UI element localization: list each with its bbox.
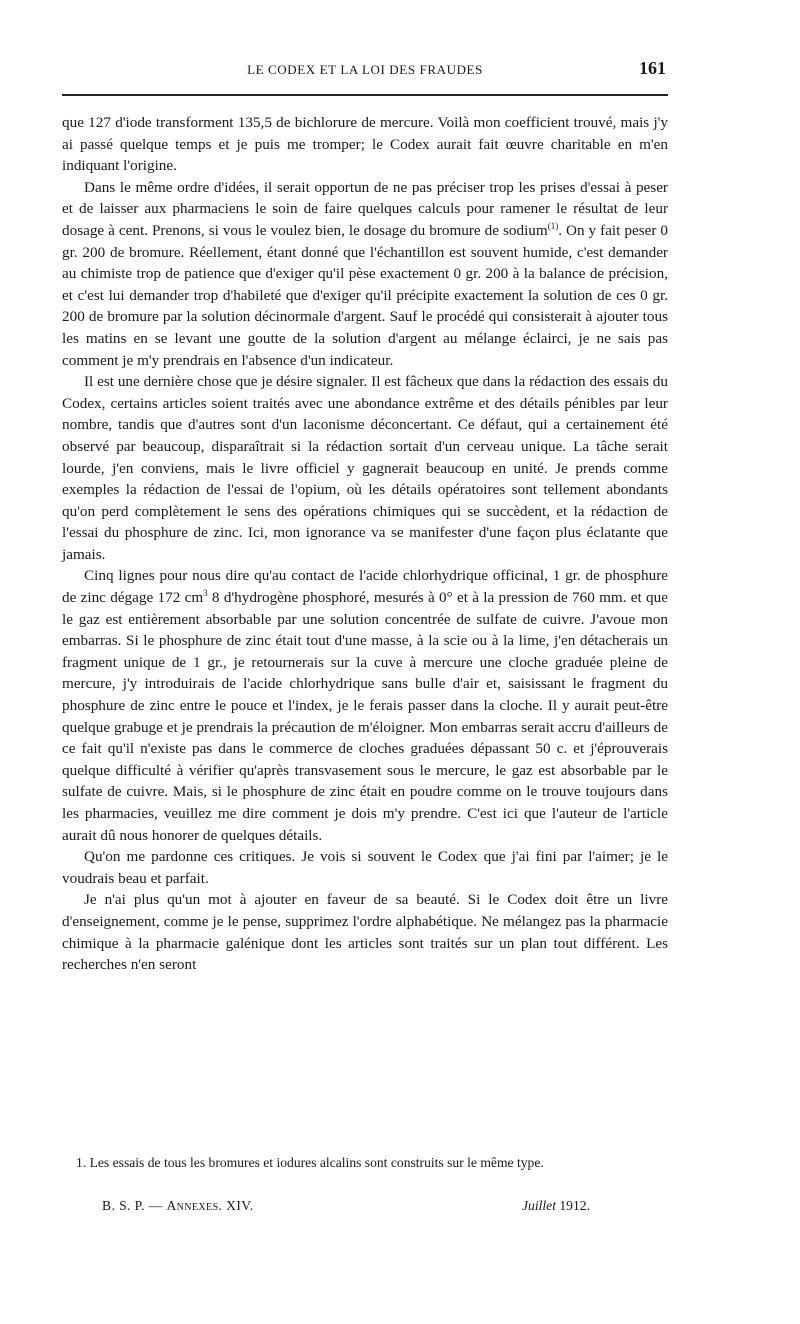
paragraph-4-end: 8 d'hydrogène phosphoré, mesurés à 0° et à la pression de 760 mm. et que le gaz est entièrement absorbable par une solution concentrée de sulfate de cuivre. J'avoue mon embarras. Si le phosphure de zinc était tout d'une masse, à la scie ou à la lime, j'en détacherais un fragment unique de 1 gr., je retournerais sur la cuve à mercure une cloche graduée pleine de mercure, j'y introduirais de l'acide chlorhydrique sans bulle d'air et, saisissant le fragment du phosphure de zinc entre le pouce et l'index, je le ferais passer dans la cloche. Il y aurait peut-être quelque grabuge et je prendrais la précaution de m'éloigner. Mon embarras serait accru d'ailleurs de ce fait qu'il n'existe pas dans le commerce de cloches graduées dépassant 50 c. et j'éprouverais quelque difficulté à vérifier qu'après transvasement sous le mercure, le gaz est absorbable par le sulfate de cuivre. Mais, si le phosphure de zinc était en poudre comme on le trouve toujours dans les pharmacies, veuillez me dire comment je dois m'y prendre. C'est ici que l'auteur de l'article aurait dû nous honorer de quelques détails. [62,589,668,844]
paragraph-6: Je n'ai plus qu'un mot à ajouter en faveur de sa beauté. Si le Codex doit être un livre d'enseignement, comme je le pense, supprimez l'ordre alphabétique. Ne mélangez pas la pharmacie chimique à la pharmacie galénique dont les articles sont traités sur un plan tout différent. Les recherches n'en seront [62,891,668,974]
publication-year: 1912. [555,1198,590,1213]
cubic-superscript: 3 [203,588,208,598]
paragraph-4-start: Cinq lignes pour nous dire qu'au contact de l'acide chlorhydrique officinal, 1 gr. de phosphure de zinc dégage 172 cm [62,567,668,607]
paragraph-2 [62,177,668,371]
document-page [62,58,669,1213]
paragraph-3: Il est une dernière chose que je désire signaler. Il est fâcheux que dans la rédaction des essais du Codex, certains articles soient traités avec une abondance extrême et des détails pénibles par leur nombre, tandis que d'autres sont d'un laconisme déconcertant. Ce défaut, qui a certainement été observé par beaucoup, disparaîtrait si la rédaction sortait d'un cerveau unique. La tâche serait lourde, j'en conviens, mais le livre officiel y gagnerait beaucoup en unité. Je prends comme exemples la rédaction de l'essai de l'opium, où les détails opératoires sont tellement abondants qu'on perd complètement le sens des opérations chimiques qui se succèdent, et la rédaction de l'essai du phosphure de zinc. Ici, mon ignorance va se manifester d'une façon plus éclatante que jamais. [62,373,668,563]
page-number: 161 [639,58,666,78]
publication-date [522,1198,590,1214]
paragraph-2-end: . On y fait peser 0 gr. 200 de bromure. Réellement, étant donné que l'échantillon est souvent humide, c'est demander au chimiste trop de patience que d'exiger qu'il pèse exactement 0 gr. 200 à la balance de précision, et c'est lui demander trop d'habileté que d'exiger qu'il précipite exactement la solution de ces 0 gr. 200 de bromure par la solution décinormale d'argent. Sauf le procédé qui consisterait à ajouter tous les matins en se levant une goutte de la solution d'argent au mélange éclairci, je ne sais pas comment je m'y prendrais en l'absence d'un indicateur. [62,221,669,369]
running-title: LE CODEX ET LA LOI DES FRAUDES [247,62,483,77]
journal-volume: . XIV. [218,1198,254,1213]
paragraph-4 [62,565,668,846]
page-header [62,58,668,86]
journal-reference [102,1198,254,1214]
footnote-reference: (1) [547,220,559,231]
journal-prefix: B. S. P. — [102,1198,167,1213]
body-text [62,112,668,976]
journal-annexes: Annexes [166,1198,219,1213]
publication-month: Juillet [522,1198,556,1213]
paragraph-2-start: Dans le même ordre d'idées, il serait opportun de ne pas préciser trop les prises d'essai à peser et de laisser aux pharmaciens le soin de faire quelques calculs pour ramener le résultat de leur dosage à cent. Prenons, si vous le voulez bien, le dosage du bromure de sodium [62,178,668,239]
footnote: 1. Les essais de tous les bromures et iodures alcalins sont construits sur le même type. [76,1155,544,1170]
paragraph-5: Qu'on me pardonne ces critiques. Je vois si souvent le Codex que j'ai fini par l'aimer; je le voudrais beau et parfait. [62,848,668,887]
paragraph-1: que 127 d'iode transforment 135,5 de bichlorure de mercure. Voilà mon coefficient trouvé, mais j'y ai passé quelque temps et je puis me tromper; le Codex aurait fait œuvre charitable en m'en indiquant l'origine. [62,114,668,175]
header-rule [62,94,668,96]
